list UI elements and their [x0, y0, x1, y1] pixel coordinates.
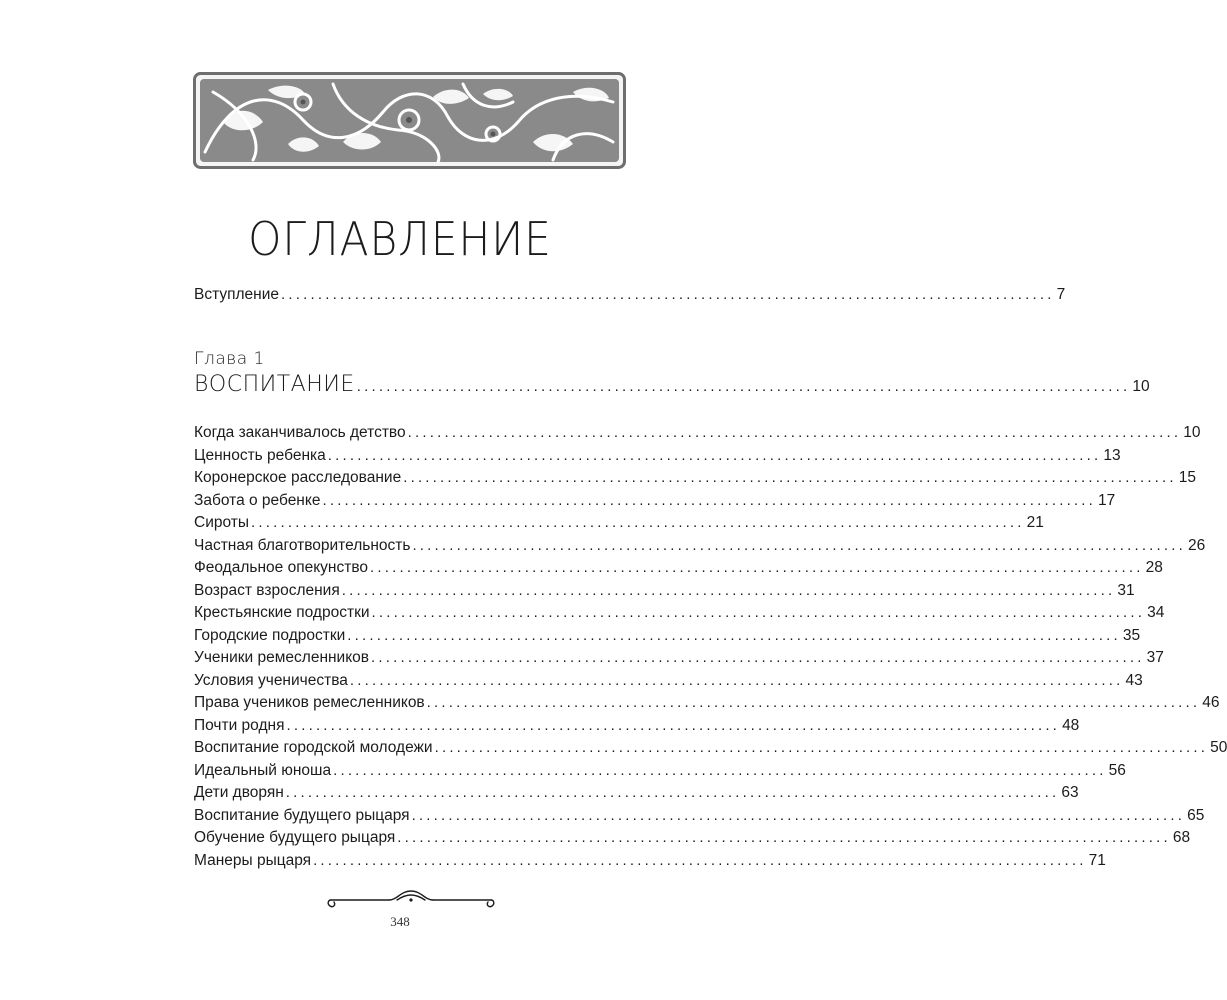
dot-leader: .........................................................................................................: [403, 469, 1177, 486]
dot-leader: .........................................................................................................: [251, 514, 1025, 531]
dot-leader: .........................................................................................................: [426, 694, 1201, 711]
toc-entry-label: Права учеников ремесленников: [194, 694, 425, 711]
dot-leader: .........................................................................................................: [347, 627, 1121, 644]
toc-chapter-heading[interactable]: [194, 372, 1150, 402]
divider-flourish-icon: [327, 887, 495, 913]
toc-entry[interactable]: [194, 627, 1141, 649]
toc-entry[interactable]: [194, 514, 1044, 536]
dot-leader: .........................................................................................................: [356, 378, 1131, 395]
toc-entry[interactable]: [194, 469, 1197, 491]
toc-entry-label: Крестьянские подростки: [194, 604, 370, 621]
chapter-number: Глава 1: [194, 349, 265, 369]
toc-entry[interactable]: [194, 717, 1080, 739]
dot-leader: .........................................................................................................: [333, 762, 1107, 779]
toc-entry-page: 34: [1147, 604, 1165, 621]
toc-entry-label: Возраст взросления: [194, 582, 340, 599]
toc-entry-page: 46: [1202, 694, 1220, 711]
toc-entry-intro[interactable]: [194, 286, 1066, 308]
dot-leader: .........................................................................................................: [349, 672, 1124, 689]
toc-entry-label: Воспитание городской молодежи: [194, 739, 433, 756]
toc-entry[interactable]: [194, 672, 1143, 694]
chapter-title: ВОСПИТАНИЕ: [194, 372, 355, 397]
dot-leader: .........................................................................................................: [286, 717, 1061, 734]
dot-leader: .........................................................................................................: [341, 582, 1116, 599]
toc-entry[interactable]: [194, 649, 1164, 671]
chapter-page: 10: [1132, 378, 1150, 395]
toc-entry[interactable]: [194, 784, 1079, 806]
toc-entry-page: 68: [1172, 829, 1191, 846]
toc-entry-page: 50: [1210, 739, 1227, 756]
toc-entry-page: 21: [1026, 514, 1044, 531]
toc-entry-page: 13: [1103, 447, 1121, 464]
toc-entry-label: Воспитание будущего рыцаря: [194, 807, 410, 824]
toc-entry[interactable]: [194, 604, 1165, 626]
toc-entry-page: 65: [1187, 807, 1205, 824]
toc-entry-page: 28: [1145, 559, 1163, 576]
toc-entry[interactable]: [194, 762, 1126, 784]
toc-entry[interactable]: [194, 852, 1106, 874]
page-title: ОГЛАВЛЕНИЕ: [248, 212, 552, 266]
toc-entry[interactable]: [194, 807, 1205, 829]
toc-entry-page: 37: [1146, 649, 1164, 666]
dot-leader: .........................................................................................................: [397, 829, 1171, 846]
toc-entry[interactable]: [194, 582, 1135, 604]
header-ornament-icon: [193, 72, 626, 169]
toc-entry-label: Когда заканчивалось детство: [194, 424, 406, 441]
dot-leader: .........................................................................................................: [371, 604, 1146, 621]
toc-entry[interactable]: [194, 424, 1201, 446]
dot-leader: .........................................................................................................: [412, 537, 1187, 554]
toc-entry-label: Феодальное опекунство: [194, 559, 369, 576]
toc-entry-label: Сироты: [194, 514, 249, 531]
toc-entry[interactable]: [194, 537, 1206, 559]
toc-entry-label: Обучение будущего рыцаря: [194, 829, 396, 846]
toc-entry-page: 63: [1061, 784, 1079, 801]
toc-entry-page: 17: [1098, 492, 1116, 509]
dot-leader: .........................................................................................................: [407, 424, 1182, 441]
toc-entry-label: Частная благотворительность: [194, 537, 411, 554]
toc-entry-label: Ученики ремесленников: [194, 649, 370, 666]
toc-entry[interactable]: [194, 739, 1227, 761]
toc-entry-label: Манеры рыцаря: [194, 852, 312, 869]
dot-leader: .........................................................................................................: [411, 807, 1186, 824]
toc-entry-label: Идеальный юноша: [194, 762, 332, 779]
toc-entry-label: Коронерское расследование: [194, 469, 402, 486]
toc-entry-label: Вступление: [194, 286, 280, 303]
toc-entry-page: 26: [1188, 537, 1206, 554]
toc-entry-page: 7: [1056, 286, 1066, 303]
dot-leader: .........................................................................................................: [371, 649, 1145, 666]
dot-leader: .........................................................................................................: [434, 739, 1209, 756]
toc-entry-page: 10: [1183, 424, 1201, 441]
dot-leader: .........................................................................................................: [322, 492, 1097, 509]
dot-leader: .........................................................................................................: [370, 559, 1144, 576]
toc-entry-page: 31: [1117, 582, 1135, 599]
page-number: 348: [390, 914, 410, 929]
toc-entry-label: Ценность ребенка: [194, 447, 326, 464]
toc-entry-label: Почти родня: [194, 717, 285, 734]
toc-entry-label: Городские подростки: [194, 627, 346, 644]
toc-entry[interactable]: [194, 559, 1163, 581]
toc-entry[interactable]: [194, 492, 1116, 514]
dot-leader: .........................................................................................................: [285, 784, 1060, 801]
dot-leader: .........................................................................................................: [281, 286, 1055, 303]
toc-entry[interactable]: [194, 829, 1191, 851]
toc-entry-label: Дети дворян: [194, 784, 284, 801]
toc-entry-page: 43: [1125, 672, 1143, 689]
toc-entry-label: Забота о ребенке: [194, 492, 321, 509]
toc-entry[interactable]: [194, 694, 1220, 716]
toc-entry-page: 15: [1178, 469, 1197, 486]
toc-entry-label: Условия ученичества: [194, 672, 348, 689]
toc-entry[interactable]: [194, 447, 1121, 469]
toc-entry-page: 35: [1122, 627, 1141, 644]
dot-leader: .........................................................................................................: [327, 447, 1102, 464]
toc-entry-page: 48: [1062, 717, 1080, 734]
toc-entry-page: 56: [1108, 762, 1126, 779]
dot-leader: .........................................................................................................: [313, 852, 1087, 869]
toc-entry-page: 71: [1088, 852, 1106, 869]
